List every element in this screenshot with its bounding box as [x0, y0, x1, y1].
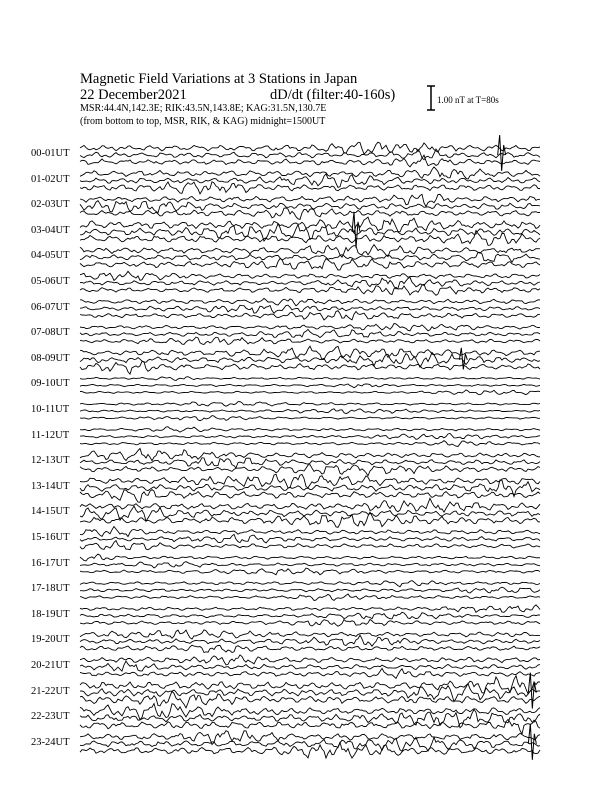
row-label: 02-03UT: [31, 199, 70, 211]
trace-msr: [80, 427, 540, 432]
row-label: 00-01UT: [31, 148, 70, 159]
trace-rik: [80, 710, 540, 728]
trace-msr: [80, 346, 540, 360]
trace-kag: [80, 390, 540, 395]
trace-rik: [80, 562, 540, 568]
row-label: 16-17UT: [31, 557, 70, 569]
trace-msr: [80, 324, 540, 331]
trace-kag: [80, 490, 540, 503]
row-label: 22-23UT: [31, 711, 70, 723]
event-spike: [498, 135, 506, 171]
trace-kag: [80, 594, 540, 601]
trace-kag: [80, 691, 540, 708]
trace-msr: [80, 217, 540, 233]
trace-kag: [80, 259, 540, 271]
trace-kag: [80, 284, 540, 295]
trace-msr: [80, 605, 540, 612]
trace-msr: [80, 402, 540, 407]
trace-kag: [80, 155, 540, 167]
row-label: 15-16UT: [31, 532, 70, 543]
trace-rik: [80, 737, 540, 751]
station-list: MSR:44.4N,142.3E; RIK:43.5N,143.8E; KAG:31.5N,130.7E: [80, 103, 327, 114]
trace-rik: [80, 635, 540, 646]
trace-rik: [80, 506, 540, 521]
row-label: 07-08UT: [31, 327, 70, 339]
trace-msr: [80, 474, 540, 488]
trace-rik: [80, 434, 540, 440]
row-label: 14-15UT: [31, 506, 70, 518]
trace-rik: [80, 458, 540, 468]
trace-rik: [80, 329, 540, 337]
trace-rik: [80, 252, 540, 262]
chart-title: Magnetic Field Variations at 3 Stations in Japan: [80, 71, 358, 87]
row-label: 05-06UT: [31, 276, 70, 287]
row-label: 20-21UT: [31, 660, 70, 671]
trace-order-note: (from bottom to top, MSR, RIK, & KAG) midnight=1500UT: [80, 116, 326, 127]
row-label: 18-19UT: [31, 608, 70, 620]
row-label: 13-14UT: [31, 480, 70, 492]
trace-msr: [80, 449, 540, 461]
row-label: 17-18UT: [31, 583, 70, 595]
event-spike: [528, 724, 536, 760]
row-label: 21-22UT: [31, 685, 70, 697]
trace-msr: [80, 731, 540, 745]
trace-kag: [80, 668, 540, 678]
trace-msr: [80, 298, 540, 305]
trace-rik: [80, 587, 540, 593]
trace-rik: [80, 352, 540, 367]
trace-msr: [80, 554, 540, 561]
scale-bar-label: 1.00 nT at T=80s: [437, 95, 499, 105]
trace-kag: [80, 720, 540, 735]
trace-kag: [80, 311, 540, 320]
row-label: 12-13UT: [31, 455, 70, 467]
row-label: 19-20UT: [31, 634, 70, 646]
trace-msr: [80, 655, 540, 665]
trace-kag: [80, 541, 540, 550]
trace-msr: [80, 194, 540, 206]
row-label: 09-10UT: [31, 378, 70, 390]
trace-kag: [80, 645, 540, 652]
row-label: 10-11UT: [31, 404, 70, 415]
trace-msr: [80, 630, 540, 639]
row-label: 04-05UT: [31, 250, 70, 262]
row-label: 08-09UT: [31, 352, 70, 364]
chart-quantity: dD/dt (filter:40-160s): [270, 87, 396, 103]
trace-kag: [80, 619, 540, 626]
row-label: 11-12UT: [31, 429, 70, 441]
trace-rik: [80, 534, 540, 543]
trace-kag: [80, 337, 540, 344]
row-label: 03-04UT: [31, 224, 70, 236]
trace-rik: [80, 409, 540, 414]
trace-kag: [80, 568, 540, 575]
row-label: 23-24UT: [31, 736, 70, 748]
trace-rik: [80, 612, 540, 619]
trace-rik: [80, 149, 540, 160]
trace-kag: [80, 416, 540, 421]
trace-msr: [80, 527, 540, 537]
trace-msr: [80, 167, 540, 179]
trace-rik: [80, 384, 540, 388]
scale-bar: [427, 86, 435, 110]
row-label: 06-07UT: [31, 301, 70, 313]
chart-date: 22 December2021: [80, 87, 187, 103]
row-label: 01-02UT: [31, 173, 70, 185]
trace-rik: [80, 661, 540, 671]
trace-msr: [80, 581, 540, 587]
trace-kag: [80, 512, 540, 527]
trace-msr: [80, 142, 540, 154]
trace-group: [80, 135, 540, 760]
trace-kag: [80, 441, 540, 447]
trace-kag: [80, 361, 540, 374]
trace-msr: [80, 271, 540, 280]
trace-rik: [80, 277, 540, 289]
trace-kag: [80, 182, 540, 194]
trace-kag: [80, 208, 540, 220]
trace-msr: [80, 377, 540, 381]
trace-msr: [80, 245, 540, 258]
trace-kag: [80, 465, 540, 476]
event-spike: [528, 673, 536, 709]
trace-msr: [80, 498, 540, 512]
